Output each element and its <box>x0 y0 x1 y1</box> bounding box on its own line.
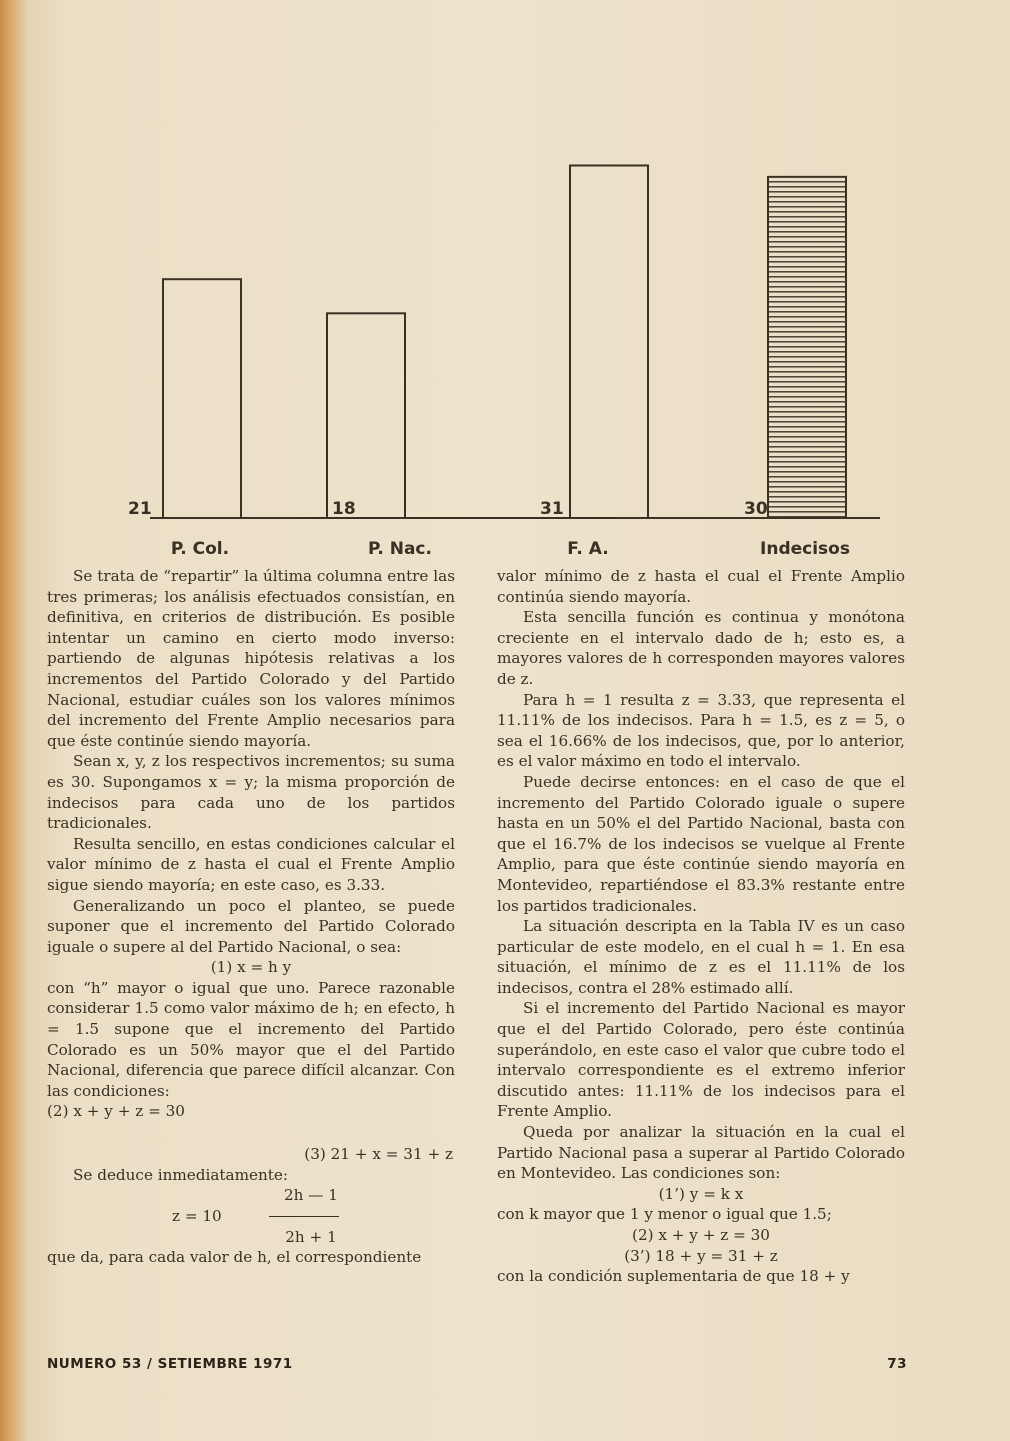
bar-chart <box>40 100 910 570</box>
paragraph: Sean x, y, z los respectivos incrementos; su suma es 30. Supongamos x = y; la misma proporción de indecisos para cada uno de los partidos tradicionales. <box>47 752 455 833</box>
paragraph: con k mayor que 1 y menor o igual que 1.5; <box>497 1205 832 1224</box>
bar-f-a <box>570 165 648 518</box>
paragraph: Generalizando un poco el planteo, se puede suponer que el incremento del Partido Colorado iguale o supere al del Partido Nacional, o sea: <box>47 896 455 956</box>
paragraph: que da, para cada valor de h, el correspondiente <box>47 1248 422 1267</box>
paragraph: Si el incremento del Partido Nacional es mayor que el del Partido Colorado, pero éste continúa superándolo, en este caso el valor que cubre todo el intervalo correspondiente es el extremo inferior discutido antes: 11.11% de los indecisos para el Frente Amplio. <box>497 999 905 1121</box>
category-label: F. A. <box>567 539 609 559</box>
issue-label: NUMERO 53 / SETIEMBRE 1971 <box>47 1356 293 1372</box>
bar-p-col <box>163 279 241 518</box>
fraction-lhs: z = 10 <box>172 1206 222 1225</box>
fraction-numerator: 2h — 1 <box>284 1186 338 1205</box>
equation-1-prime: (1’) y = k x <box>658 1184 744 1203</box>
paragraph: Esta sencilla función es continua y monótona creciente en el intervalo dado de h; esto es, a mayores valores de h corresponden mayores valores de z. <box>497 608 905 688</box>
paragraph: Se trata de “repartir” la última columna entre las tres primeras; los análisis efectuados consistían, en definitiva, en criterios de distribución. Es posible intentar un camino en cierto modo inverso: partiendo de algunas hipótesis relativas a los incrementos del Partido Colorado y del Partido Nacional, estudiar cuáles son los valores mínimos del incremento del Frente Amplio necesarios para que éste continúe siendo mayoría. <box>47 567 455 750</box>
category-label: P. Nac. <box>368 539 432 559</box>
paragraph: con la condición suplementaria de que 18 + y <box>497 1267 850 1286</box>
right-column <box>497 566 905 1287</box>
page-number: 73 <box>887 1356 907 1372</box>
bar-value-label: 30 <box>744 499 768 519</box>
equation-2: (2) x + y + z = 30 <box>47 1102 185 1121</box>
paragraph: Se deduce inmediatamente: <box>73 1165 288 1184</box>
bar-hatching <box>768 182 846 517</box>
bar-value-label: 18 <box>332 499 356 519</box>
category-label: Indecisos <box>760 539 850 559</box>
bar-value-label: 31 <box>540 499 564 519</box>
equation-2: (2) x + y + z = 30 <box>632 1226 770 1244</box>
paragraph: Queda por analizar la situación en la cual el Partido Nacional pasa a superar al Partido Colorado en Montevideo. Las condiciones son: <box>497 1123 905 1183</box>
page-footer <box>47 1356 907 1372</box>
paragraph: Resulta sencillo, en estas condiciones calcular el valor mínimo de z hasta el cual el Frente Amplio sigue siendo mayoría; en este caso, es 3.33. <box>47 834 455 894</box>
equation-3: (3) 21 + x = 31 + z <box>304 1145 453 1164</box>
category-label: P. Col. <box>170 539 230 559</box>
bar-p-nac <box>327 313 405 518</box>
equation-1: (1) x = h y <box>210 958 292 977</box>
paragraph: Puede decirse entonces: en el caso de que el incremento del Partido Colorado iguale o supere hasta en un 50% el del Partido Nacional, basta con que el 16.7% de los indecisos se vuelque al Frente Amplio, para que éste continúe siendo mayoría en Montevideo, repartiéndose el 83.3% restante entre los partidos tradicionales. <box>497 772 905 915</box>
paragraph: con “h” mayor o igual que uno. Parece razonable considerar 1.5 como valor máximo de h; en efecto, h = 1.5 supone que el incremento del Partido Colorado es un 50% mayor que el del Partido Nacional, diferencia que parece difícil alcanzar. Con las condiciones: <box>47 978 455 1100</box>
paragraph: La situación descripta en la Tabla IV es un caso particular de este modelo, en el cual h = 1. En esa situación, el mínimo de z es el 11.11% de los indecisos, contra el 28% estimado allí. <box>497 917 905 997</box>
bar-value-label: 21 <box>128 499 152 519</box>
fraction-row <box>47 1206 455 1227</box>
equation-3-prime: (3’) 18 + y = 31 + z <box>624 1246 778 1265</box>
fraction-denominator: 2h + 1 <box>285 1227 337 1246</box>
left-column <box>47 566 455 1268</box>
bar-chart-svg <box>40 100 910 570</box>
paragraph: valor mínimo de z hasta el cual el Frente Amplio continúa siendo mayoría. <box>497 567 905 606</box>
paragraph: Para h = 1 resulta z = 3.33, que representa el 11.11% de los indecisos. Para h = 1.5, es z = 5, o sea el 16.66% de los indecisos, que, por lo anterior, es el valor máximo en todo el intervalo. <box>497 690 905 771</box>
fraction-bar <box>269 1216 339 1217</box>
